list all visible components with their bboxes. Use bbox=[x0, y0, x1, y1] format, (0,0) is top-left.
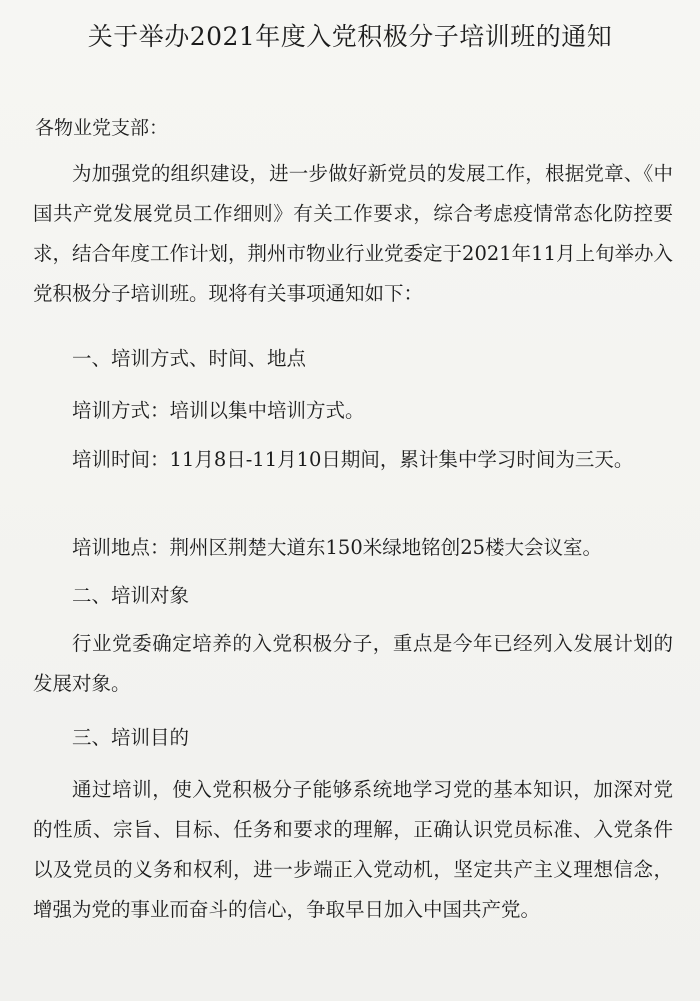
section2-content: 行业党委确定培养的入党积极分子，重点是今年已经列入发展计划的发展对象。 bbox=[33, 632, 673, 695]
section3-content: 通过培训，使入党积极分子能够系统地学习党的基本知识，加深对党的性质、宗旨、目标、任务和要求的理解，正确认识党员标准、入党条件以及党员的义务和权利，进一步端正入党动机，坚定共产主义理想信念，增强为党的事业而奋斗的信心，争取早日加入中国共产党。 bbox=[33, 778, 673, 921]
intro-paragraph: 为加强党的组织建设，进一步做好新党员的发展工作，根据党章、《中国共产党发展党员工作细则》有关工作要求，综合考虑疫情常态化防控要求，结合年度工作计划，荆州市物业行业党委定于2021年11月上旬举办入党积极分子培训班。现将有关事项通知如下： bbox=[33, 162, 673, 305]
salutation: 各物业党支部： bbox=[35, 117, 169, 139]
section2-heading: 二、培训对象 bbox=[72, 584, 190, 607]
section3-heading: 三、培训目的 bbox=[72, 726, 190, 749]
training-location: 培训地点：荆州区荆楚大道东150米绿地铭创25楼大会议室。 bbox=[72, 536, 603, 559]
training-time: 培训时间：11月8日-11月10日期间，累计集中学习时间为三天。 bbox=[72, 448, 634, 471]
document-title: 关于举办2021年度入党积极分子培训班的通知 bbox=[87, 22, 613, 51]
section1-heading: 一、培训方式、时间、地点 bbox=[72, 347, 307, 370]
training-method: 培训方式：培训以集中培训方式。 bbox=[72, 399, 365, 422]
